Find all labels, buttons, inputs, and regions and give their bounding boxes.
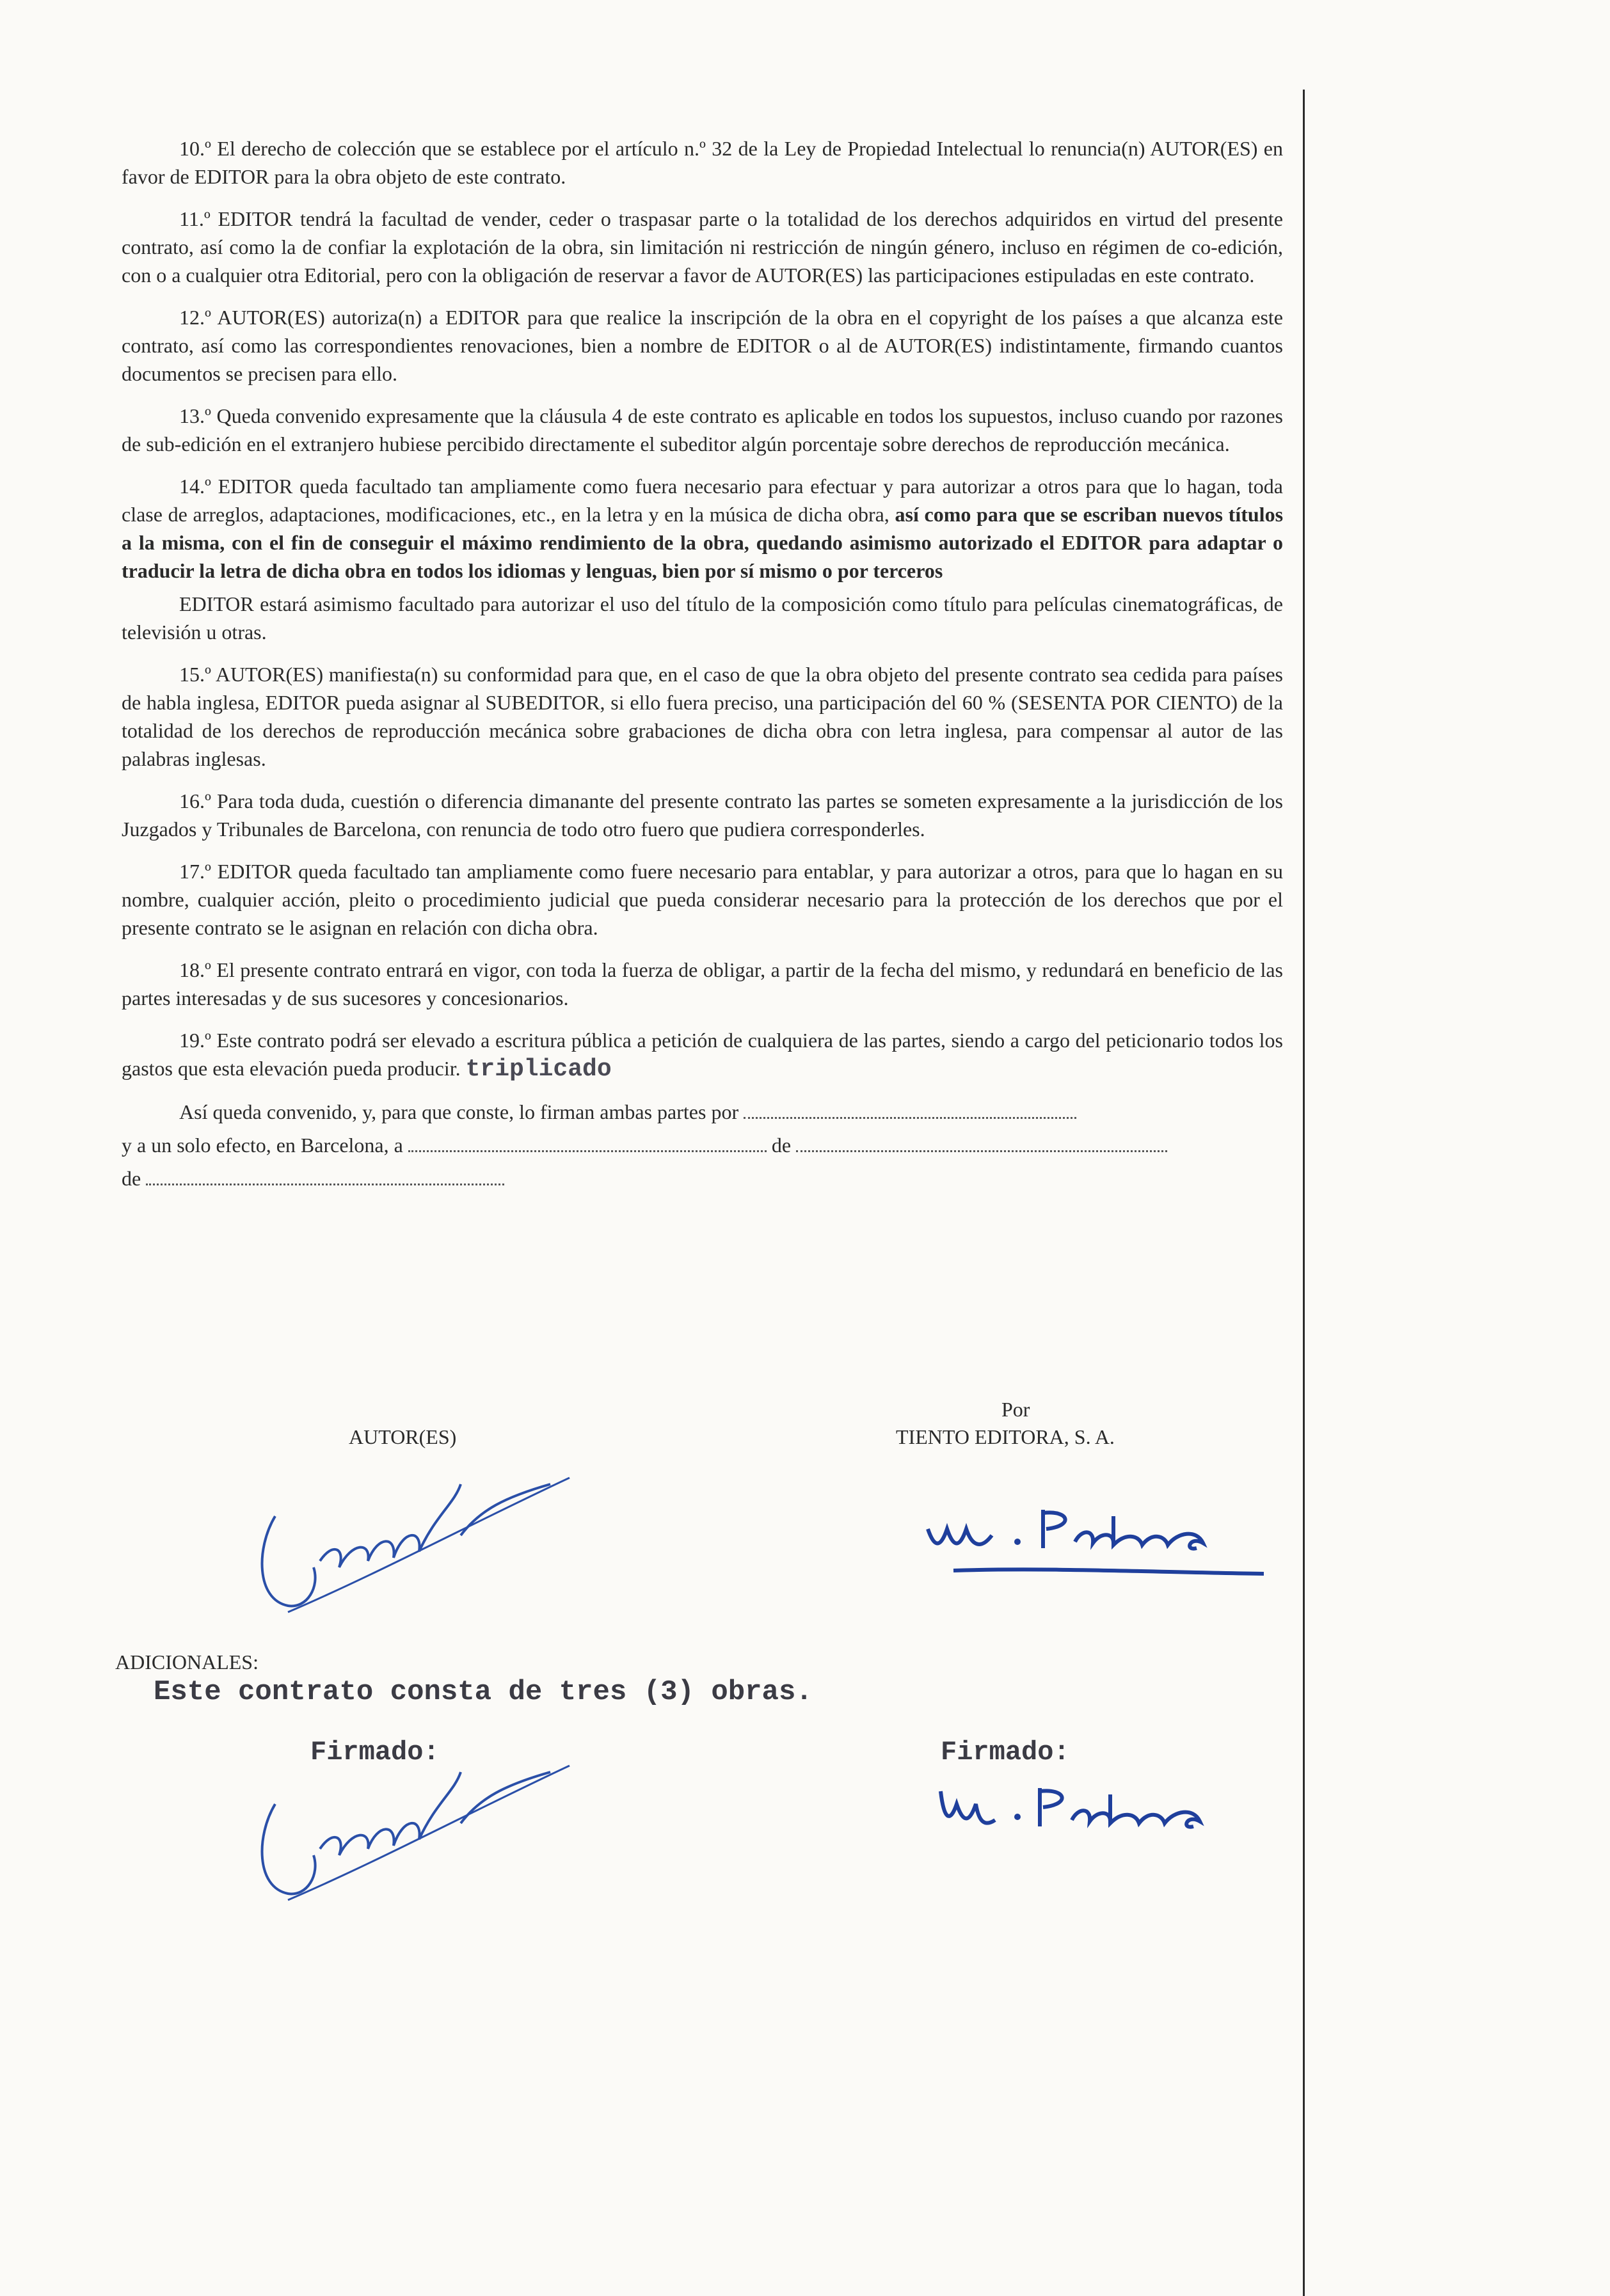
clause-14-extra — [122, 590, 1283, 646]
closing-text: de — [122, 1167, 141, 1190]
clause-text: EDITOR queda facultado tan ampliamente como fuera necesario para efectuar y para autorizar a otros para que lo hagan, toda clase de arreglos, adaptaciones, modificaciones, etc., en la letra y en la música de dicha obra, — [122, 475, 1284, 526]
clause-10 — [122, 134, 1283, 191]
closing-line-3 — [122, 1164, 1283, 1192]
clause-number: 10.º — [179, 137, 211, 160]
blank-field — [744, 1099, 1076, 1119]
clause-19 — [122, 1026, 1283, 1084]
clause-11 — [122, 205, 1283, 289]
editor-label: TIENTO EDITORA, S. A. — [896, 1425, 1115, 1448]
closing-line-1 — [122, 1098, 1283, 1126]
margin-rule — [1303, 90, 1305, 2296]
blank-field — [146, 1166, 504, 1185]
clause-text-bold: así como para que se escriban nuevos títulos a la misma, con el fin de conseguir el máximo rendimiento de la obra, quedando asimismo autorizado el EDITOR para adaptar o traducir la letra de dicha obra en todos los idiomas y lenguas, bien por sí mismo o por terceros — [122, 503, 1284, 582]
clause-number: 17.º — [179, 860, 211, 883]
clause-text: El presente contrato entrará en vigor, con toda la fuerza de obligar, a partir de la fecha del mismo, y redundará en beneficio de las partes interesadas y de sus sucesores y concesionarios. — [122, 958, 1284, 1009]
contract-clauses — [122, 134, 1283, 1207]
clause-18 — [122, 956, 1283, 1012]
blank-field — [796, 1132, 1167, 1152]
author-label: AUTOR(ES) — [349, 1425, 457, 1448]
closing-text: de — [771, 1134, 792, 1157]
typed-note-three-works: Este contrato consta de tres (3) obras. — [154, 1676, 813, 1708]
clause-number: 16.º — [179, 789, 211, 812]
clause-number: 15.º — [179, 663, 211, 686]
author-signature-1 — [250, 1465, 582, 1631]
clause-text: EDITOR estará asimismo facultado para autorizar el uso del título de la composición como título para películas cinematográficas, de televisión u otras. — [122, 592, 1283, 644]
clause-number: 18.º — [179, 958, 211, 981]
clause-text: El derecho de colección que se establece por el artículo n.º 32 de la Ley de Propiedad Intelectual lo renuncia(n) AUTOR(ES) en favor de EDITOR para la obra objeto de este contrato. — [122, 137, 1284, 188]
author-signature-2 — [250, 1753, 582, 1919]
adicionales-label: ADICIONALES: — [115, 1651, 259, 1674]
blank-field — [408, 1132, 767, 1152]
clause-17 — [122, 857, 1283, 942]
clause-number: 11.º — [179, 207, 211, 230]
clause-14 — [122, 472, 1283, 585]
clause-text: Para toda duda, cuestión o diferencia dimanante del presente contrato las partes se someten expresamente a la jurisdicción de los Juzgados y Tribunales de Barcelona, con renuncia de todo otro fuero que pudiera corresponderles. — [122, 789, 1284, 841]
clause-number: 12.º — [179, 306, 211, 329]
typed-triplicado: triplicado — [465, 1056, 612, 1083]
editor-signature-1 — [921, 1497, 1280, 1593]
clause-text: EDITOR queda facultado tan ampliamente como fuere necesario para entablar, y para autorizar a otros, para que lo hagan en su nombre, cualquier acción, pleito o procedimiento judicial que pueda considerar necesario para la protección de los derechos que por el presente contrato se le asignan en relación con dicha obra. — [122, 860, 1284, 939]
editor-por-label: Por — [1001, 1398, 1030, 1421]
clause-number: 14.º — [179, 475, 211, 498]
clause-text: Este contrato podrá ser elevado a escritura pública a petición de cualquiera de las partes, siendo a cargo del peticionario todos los gastos que esta elevación pueda producir. — [122, 1029, 1284, 1080]
clause-16 — [122, 787, 1283, 843]
clause-text: AUTOR(ES) autoriza(n) a EDITOR para que realice la inscripción de la obra en el copyright de los países a que alcanza este contrato, así como las correspondientes renovaciones, bien a nombre de EDITOR o al de AUTOR(ES) indistintamente, firmando cuantos documentos se precisen para ello. — [122, 306, 1284, 385]
clause-13 — [122, 402, 1283, 458]
clause-number: 13.º — [179, 404, 211, 427]
clause-text: Queda convenido expresamente que la cláusula 4 de este contrato es aplicable en todos los supuestos, incluso cuando por razones de sub-edición en el extranjero hubiese percibido directamente el subeditor algún porcentaje sobre derechos de reproducción mecánica. — [122, 404, 1284, 455]
signed-right-label: Firmado: — [941, 1737, 1070, 1768]
clause-text: EDITOR tendrá la facultad de vender, ceder o traspasar parte o la totalidad de los derechos adquiridos en virtud del presente contrato, así como la de confiar la explotación de la obra, sin limitación ni restricción de ningún género, incluso en régimen de co-edición, con o a cualquier otra Editorial, pero con la obligación de reservar a favor de AUTOR(ES) las participaciones estipuladas en este contrato. — [122, 207, 1283, 287]
closing-line-2 — [122, 1131, 1283, 1159]
editor-signature-2 — [934, 1782, 1229, 1839]
clause-text: AUTOR(ES) manifiesta(n) su conformidad para que, en el caso de que la obra objeto del presente contrato sea cedida para países de habla inglesa, EDITOR pueda asignar al SUBEDITOR, si ello fuera preciso, una participación del 60 % (SESENTA POR CIENTO) de la totalidad de los derechos de reproducción mecánica sobre grabaciones de dicha obra con letra inglesa, para compensar al autor de las palabras inglesas. — [122, 663, 1284, 770]
signed-left-label: Firmado: — [310, 1737, 440, 1768]
closing-text: y a un solo efecto, en Barcelona, a — [122, 1134, 403, 1157]
clause-12 — [122, 303, 1283, 388]
clause-15 — [122, 660, 1283, 773]
clause-number: 19.º — [179, 1029, 211, 1052]
closing-text: Así queda convenido, y, para que conste, lo firman ambas partes por — [179, 1100, 739, 1123]
